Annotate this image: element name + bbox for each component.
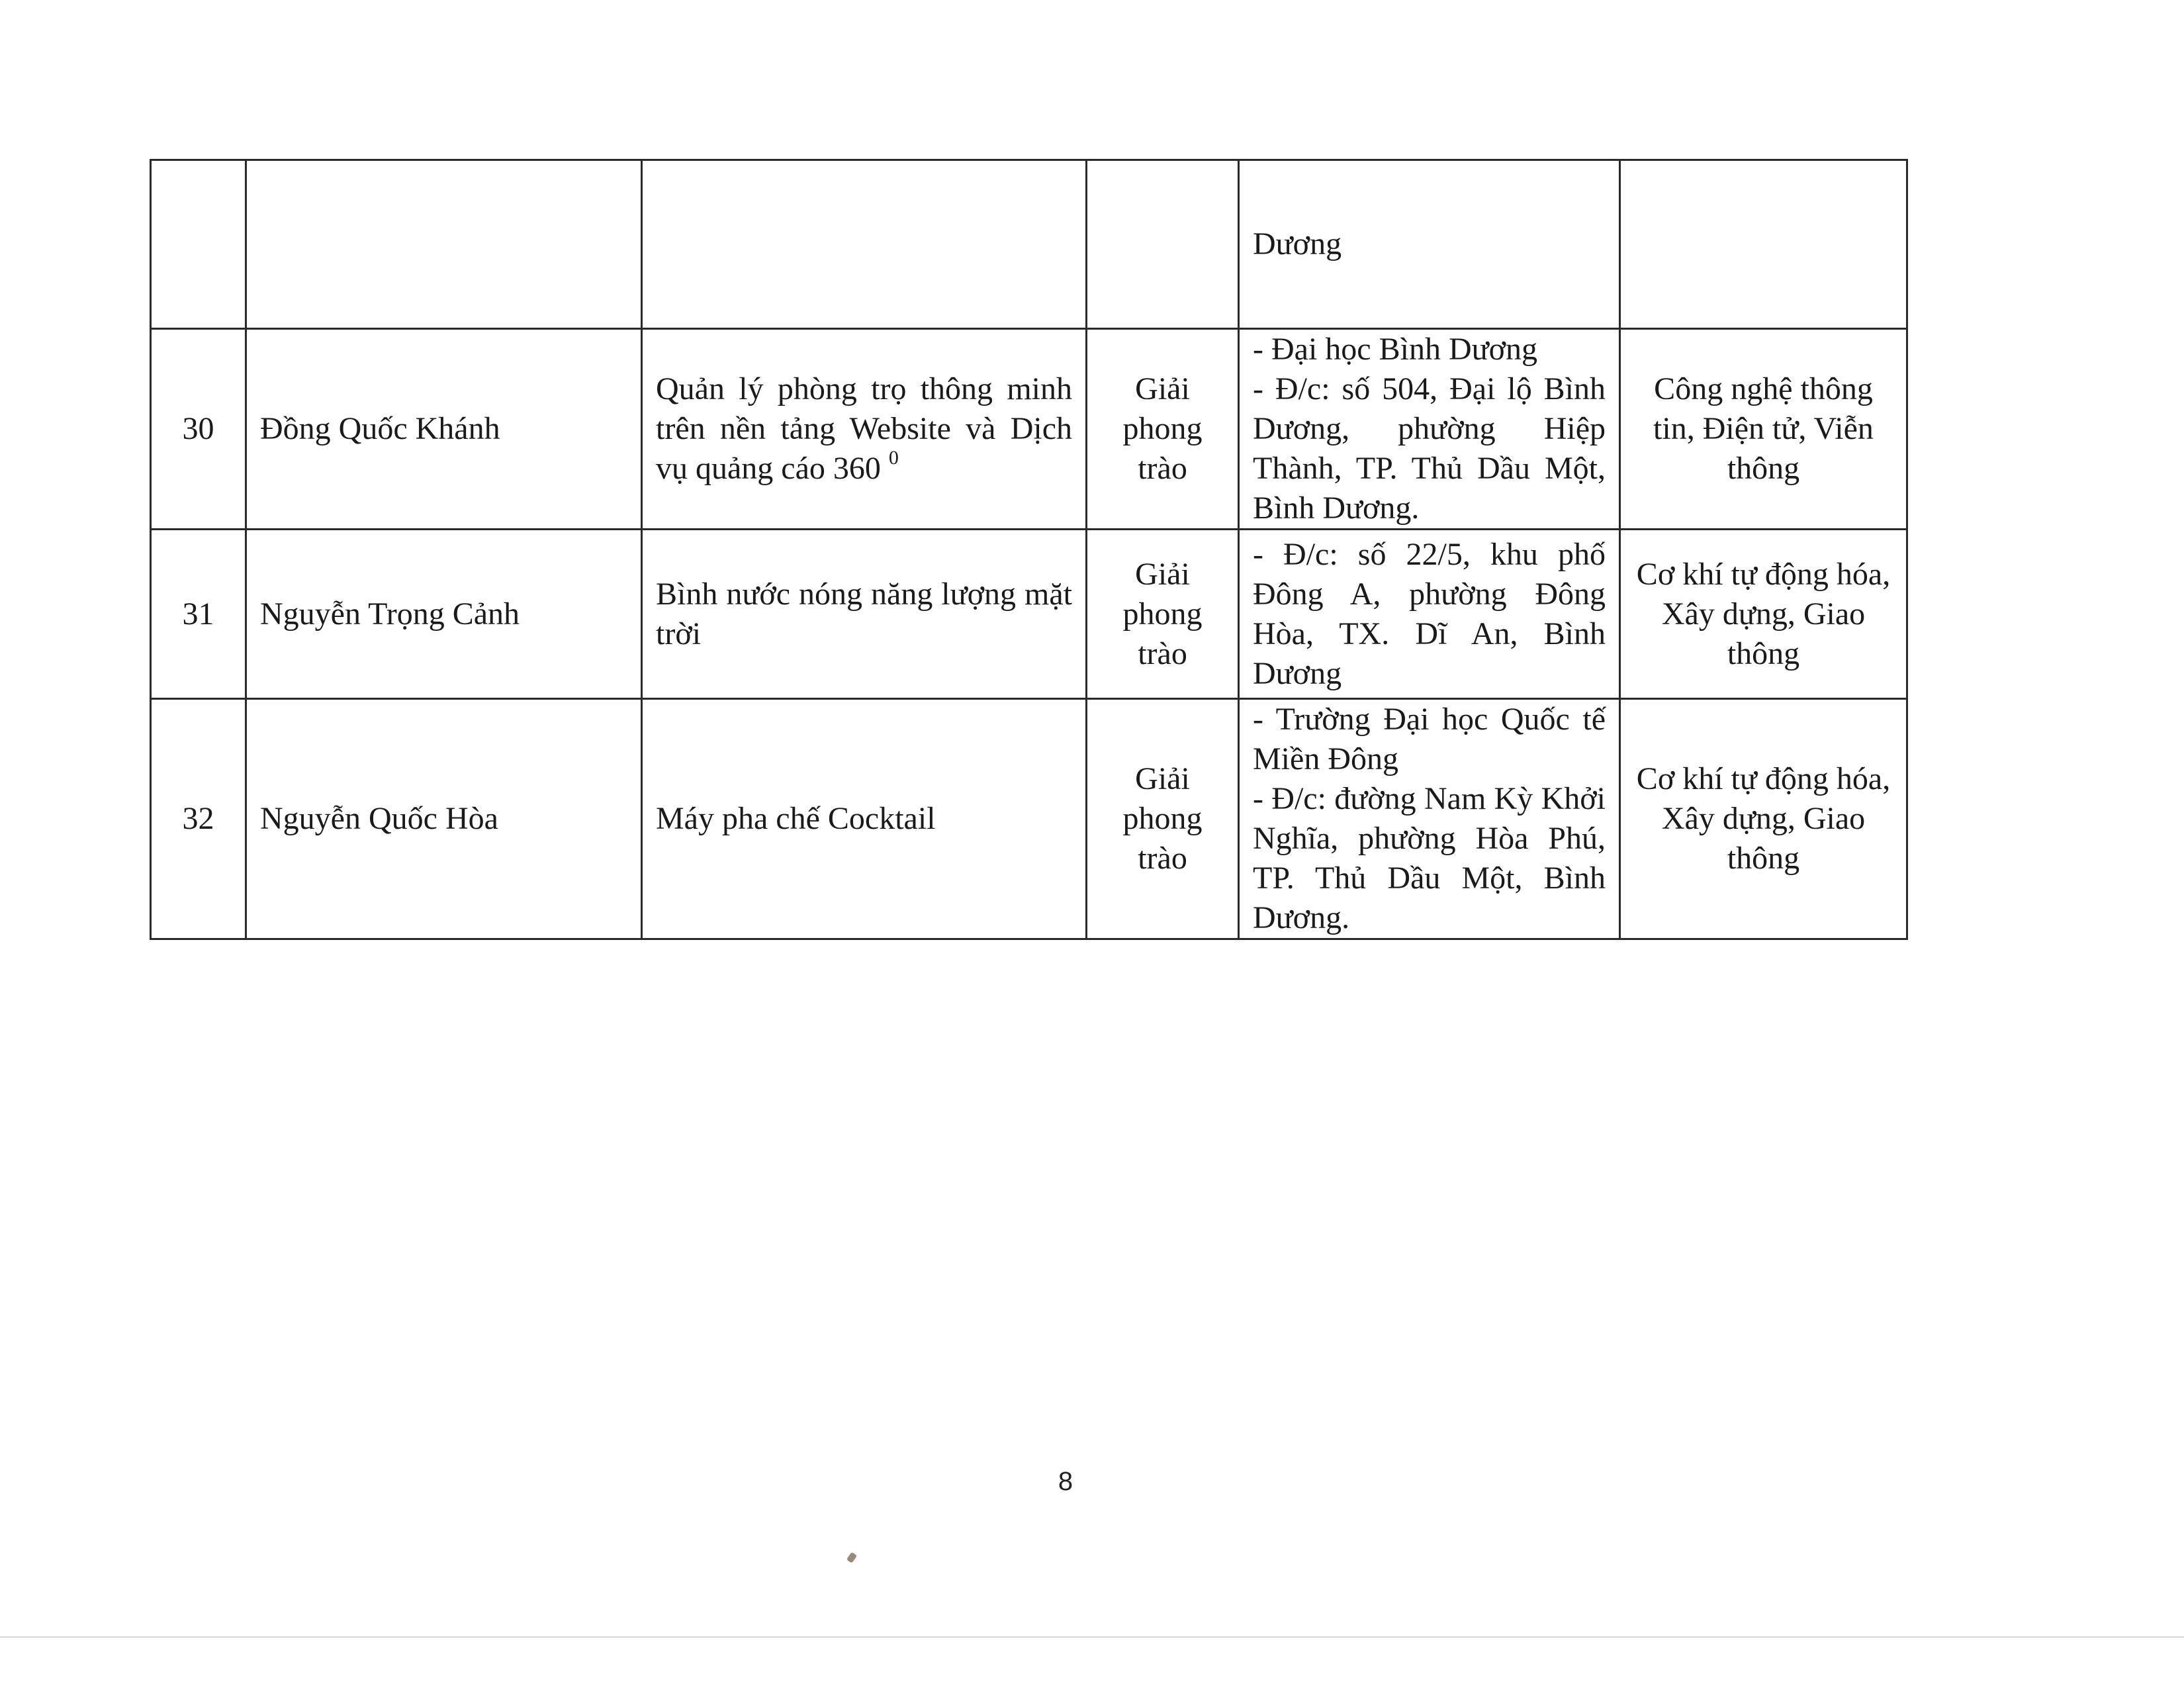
table-row <box>151 699 1907 939</box>
title-text: Bình nước nóng năng lượng mặt trời <box>656 576 1072 651</box>
scan-speck <box>846 1552 857 1563</box>
cell-stt: 30 <box>151 329 246 530</box>
cell-address <box>1239 329 1620 530</box>
cell-stt: 31 <box>151 530 246 699</box>
cell-award <box>1087 699 1239 939</box>
cell-field <box>1620 160 1907 329</box>
cell-stt <box>151 160 246 329</box>
cell-field <box>1620 329 1907 530</box>
address-line: - Đ/c: đường Nam Kỳ Khởi Nghĩa, phường Hòa Phú, TP. Thủ Dầu Một, Bình Dương. <box>1253 781 1606 935</box>
address-line: - Đ/c: số 504, Đại lộ Bình Dương, phường Hiệp Thành, TP. Thủ Dầu Một, Bình Dương. <box>1253 371 1606 526</box>
cell-field <box>1620 530 1907 699</box>
cell-title <box>642 329 1087 530</box>
address-text: - Đ/c: số 22/5, khu phố Đông A, phường Đông Hòa, TX. Dĩ An, Bình Dương <box>1253 536 1606 691</box>
field-text: Cơ khí tự động hóa, Xây dựng, Giao thông <box>1636 556 1891 671</box>
cell-title <box>642 530 1087 699</box>
table-row <box>151 329 1907 530</box>
cell-name: Đồng Quốc Khánh <box>246 329 642 530</box>
award-line: phong <box>1122 411 1203 446</box>
award-line: phong <box>1122 596 1203 632</box>
title-text: Máy pha chế Cocktail <box>656 801 936 836</box>
cell-stt: 32 <box>151 699 246 939</box>
award-table <box>150 159 1908 940</box>
field-text: Cơ khí tự động hóa, Xây dựng, Giao thông <box>1636 761 1891 876</box>
cell-award <box>1087 530 1239 699</box>
cell-award <box>1087 329 1239 530</box>
award-line: Giải <box>1135 761 1190 796</box>
table-row-continuation <box>151 160 1907 329</box>
field-text: Công nghệ thông tin, Điện tử, Viễn thông <box>1653 371 1874 486</box>
cell-award <box>1087 160 1239 329</box>
cell-title <box>642 160 1087 329</box>
title-superscript: 0 <box>888 447 899 469</box>
page-number: 8 <box>1058 1467 1073 1496</box>
award-line: trào <box>1138 635 1187 671</box>
cell-address <box>1239 530 1620 699</box>
cell-address <box>1239 160 1620 329</box>
address-line: - Trường Đại học Quốc tế Miền Đông <box>1253 702 1606 776</box>
cell-field <box>1620 699 1907 939</box>
cell-name: Nguyễn Quốc Hòa <box>246 699 642 939</box>
award-line: trào <box>1138 841 1187 876</box>
cell-name <box>246 160 642 329</box>
award-line: Giải <box>1135 556 1190 592</box>
scan-edge-line <box>0 1636 2184 1638</box>
award-line: Giải <box>1135 371 1190 406</box>
cell-title <box>642 699 1087 939</box>
cell-address <box>1239 699 1620 939</box>
title-text: Quản lý phòng trọ thông minh trên nền tảng Website và Dịch vụ quảng cáo 360 <box>656 371 1072 486</box>
cell-name: Nguyễn Trọng Cảnh <box>246 530 642 699</box>
award-line: phong <box>1122 801 1203 836</box>
address-line: Dương <box>1253 226 1342 261</box>
address-line: - Đại học Bình Dương <box>1253 332 1538 367</box>
award-line: trào <box>1138 451 1187 486</box>
table-row <box>151 530 1907 699</box>
